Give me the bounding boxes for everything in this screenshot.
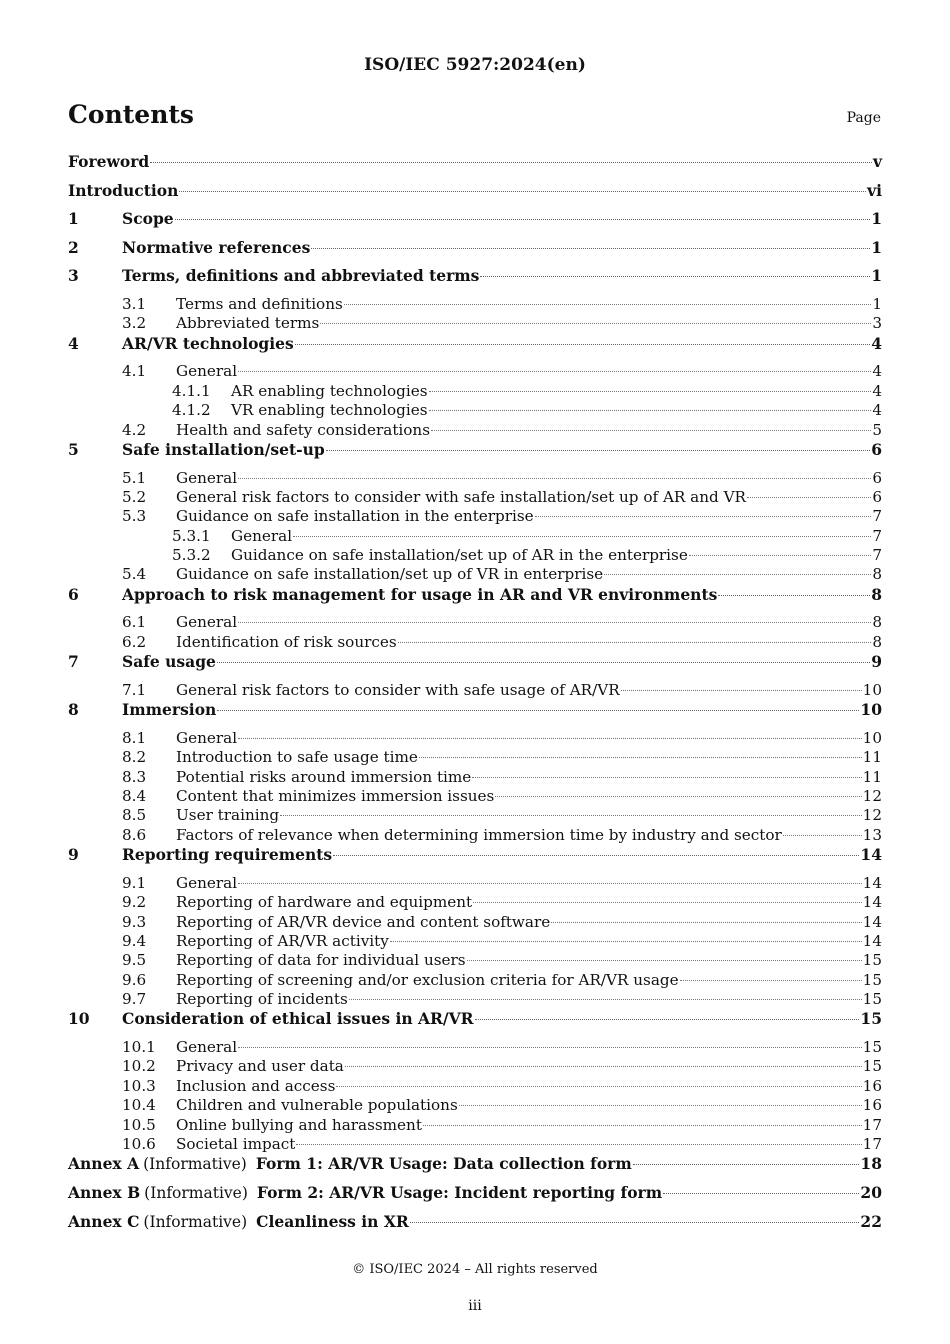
toc-section-number: 8.3: [122, 767, 147, 786]
toc-dot-leader: [295, 344, 870, 345]
toc-entry[interactable]: [68, 1212, 882, 1241]
toc-section-title: Approach to risk management for usage in AR and VR environments: [122, 584, 718, 604]
toc-dot-leader: [238, 622, 871, 623]
toc-section-number: 5.2: [122, 487, 147, 506]
contents-heading: Contents: [68, 100, 195, 129]
toc-section-number: 10.2: [122, 1057, 156, 1076]
toc-page-number: 15: [862, 990, 882, 1009]
toc-entry[interactable]: [68, 1057, 882, 1076]
toc-section-title: Children and vulnerable populations: [176, 1096, 458, 1115]
toc-page-number: 15: [862, 1038, 882, 1057]
toc-entry[interactable]: [68, 845, 882, 874]
toc-dot-leader: [296, 1144, 861, 1145]
toc-section-number: 3: [68, 266, 79, 286]
toc-entry[interactable]: [68, 565, 882, 584]
toc-entry[interactable]: [68, 729, 882, 748]
toc-section-number: 9.4: [122, 931, 147, 950]
toc-section-title: Cleanliness in XR: [256, 1211, 409, 1231]
toc-dot-leader: [480, 276, 870, 277]
toc-section-number: 8.5: [122, 806, 147, 825]
toc-section-number: 6.2: [122, 632, 147, 651]
toc-dot-leader: [663, 1193, 859, 1194]
toc-page-number: 15: [862, 1057, 882, 1076]
toc-page-number: 8: [871, 584, 882, 604]
toc-dot-leader: [604, 574, 871, 575]
toc-page-number: 11: [862, 767, 882, 786]
toc-dot-leader: [472, 777, 861, 778]
toc-section-title: Normative references: [122, 237, 311, 257]
toc-entry[interactable]: [68, 469, 882, 488]
toc-dot-leader: [495, 796, 861, 797]
toc-page-number: 4: [871, 333, 882, 353]
toc-annex-type: (Informative): [144, 1184, 248, 1202]
toc-dot-leader: [175, 219, 871, 220]
toc-dot-leader: [217, 662, 870, 663]
toc-entry[interactable]: [68, 1077, 882, 1096]
toc-entry[interactable]: [68, 768, 882, 787]
toc-page-number: 9: [871, 652, 882, 672]
table-of-contents: [68, 152, 882, 1240]
toc-annex-type: (Informative): [143, 1155, 247, 1174]
toc-page-number: 13: [862, 825, 882, 844]
toc-dot-leader: [179, 191, 866, 192]
toc-section-title: Reporting of AR/VR activity: [176, 931, 389, 950]
toc-page-number: 1: [871, 209, 882, 229]
toc-entry[interactable]: [68, 971, 882, 990]
toc-entry[interactable]: [68, 382, 882, 401]
toc-section-title: Safe usage: [122, 652, 216, 672]
toc-page-number: 14: [862, 873, 882, 892]
toc-page-number: 10: [862, 728, 882, 747]
toc-section-title: Foreword: [68, 152, 150, 171]
toc-section-title: Scope: [122, 209, 174, 229]
toc-page-number: 15: [862, 951, 882, 970]
toc-dot-leader: [280, 815, 862, 816]
toc-entry[interactable]: [68, 893, 882, 912]
toc-entry[interactable]: [68, 266, 882, 295]
toc-section-number: 8.2: [122, 748, 147, 767]
toc-section-title: Reporting of data for individual users: [176, 951, 466, 970]
toc-entry[interactable]: [68, 700, 882, 729]
toc-section-number: 9.2: [122, 893, 147, 912]
toc-section-title: Guidance on safe installation/set up of AR in the enterprise: [231, 546, 688, 565]
toc-section-number: 3.1: [122, 294, 147, 313]
toc-section-title: General: [176, 1038, 238, 1057]
toc-section-title: General risk factors to consider with safe installation/set up of AR and VR: [176, 487, 746, 506]
toc-page-number: 4: [872, 381, 882, 400]
toc-entry[interactable]: [68, 806, 882, 825]
toc-dot-leader: [217, 710, 859, 711]
toc-section-number: 7.1: [122, 680, 147, 699]
toc-section-title: Potential risks around immersion time: [176, 767, 472, 786]
toc-section-number: 5.4: [122, 565, 147, 584]
toc-section-number: 4: [68, 333, 79, 353]
toc-section-title: User training: [176, 806, 280, 825]
toc-section-title: Inclusion and access: [176, 1076, 336, 1095]
toc-section-title: Introduction to safe usage time: [176, 748, 418, 767]
toc-page-number: 12: [862, 786, 882, 805]
toc-dot-leader: [551, 922, 861, 923]
page-number: iii: [468, 1298, 482, 1314]
toc-dot-leader: [333, 855, 859, 856]
toc-section-title: AR enabling technologies: [231, 381, 428, 400]
toc-section-number: 9.5: [122, 951, 147, 970]
toc-dot-leader: [311, 248, 870, 249]
toc-section-title: Health and safety considerations: [176, 420, 430, 439]
toc-entry[interactable]: [68, 748, 882, 767]
toc-entry[interactable]: [68, 362, 882, 381]
toc-annex-label: Annex C: [68, 1211, 140, 1231]
toc-entry[interactable]: [68, 1038, 882, 1057]
toc-section-number: 10.1: [122, 1038, 156, 1057]
toc-dot-leader: [475, 1019, 860, 1020]
toc-page-number: 6: [872, 487, 882, 506]
toc-page-number: 17: [862, 1115, 882, 1134]
toc-page-number: 11: [862, 748, 882, 767]
toc-page-number: 1: [871, 266, 882, 286]
toc-entry[interactable]: [68, 826, 882, 845]
toc-section-number: 4.1: [122, 362, 147, 381]
toc-section-title: Form 2: AR/VR Usage: Incident reporting form: [256, 1183, 663, 1202]
toc-section-number: 4.2: [122, 420, 147, 439]
toc-section-title: General: [176, 468, 238, 487]
toc-dot-leader: [345, 1066, 862, 1067]
toc-dot-leader: [423, 1125, 862, 1126]
toc-section-number: 5.3: [122, 507, 147, 526]
toc-dot-leader: [326, 450, 871, 451]
toc-entry[interactable]: [68, 401, 882, 420]
toc-page-number: 8: [872, 632, 882, 651]
toc-section-title: Introduction: [68, 180, 179, 200]
page-column-label: Page: [846, 110, 881, 126]
toc-entry[interactable]: [68, 951, 882, 970]
toc-page-number: 14: [862, 912, 882, 931]
toc-section-title: Consideration of ethical issues in AR/VR: [122, 1009, 474, 1029]
toc-section-number: 10.5: [122, 1115, 156, 1134]
toc-page-number: 8: [872, 565, 882, 584]
toc-dot-leader: [621, 690, 862, 691]
toc-dot-leader: [336, 1086, 861, 1087]
toc-entry[interactable]: [68, 1096, 882, 1115]
toc-entry[interactable]: [68, 507, 882, 526]
toc-dot-leader: [390, 941, 862, 942]
toc-section-title: Reporting requirements: [122, 845, 333, 865]
toc-section-title: Terms, definitions and abbreviated terms: [122, 266, 480, 286]
toc-section-title: AR/VR technologies: [122, 333, 294, 353]
toc-section-number: 9: [68, 845, 79, 865]
toc-entry[interactable]: [68, 421, 882, 440]
toc-dot-leader: [150, 162, 872, 163]
toc-entry[interactable]: [68, 546, 882, 565]
toc-section-number: 6: [68, 584, 79, 604]
document-id: ISO/IEC 5927:2024(en): [364, 55, 586, 75]
toc-page-number: 14: [862, 893, 882, 912]
toc-dot-leader: [431, 430, 871, 431]
toc-entry[interactable]: [68, 913, 882, 932]
toc-annex-label: Annex B: [68, 1183, 141, 1202]
toc-page-number: 18: [860, 1154, 882, 1174]
toc-dot-leader: [459, 1105, 862, 1106]
toc-page-number: 10: [860, 700, 882, 720]
toc-section-number: 10.4: [122, 1096, 156, 1115]
toc-page-number: 14: [860, 845, 882, 865]
toc-section-number: 5.1: [122, 468, 147, 487]
toc-section-number: 9.6: [122, 970, 147, 989]
toc-dot-leader: [410, 1222, 860, 1223]
toc-section-title: Privacy and user data: [176, 1057, 344, 1076]
toc-page-number: vi: [867, 180, 882, 200]
toc-entry[interactable]: [68, 152, 882, 181]
toc-page-number: 15: [860, 1009, 882, 1029]
toc-dot-leader: [238, 883, 862, 884]
toc-entry[interactable]: [68, 209, 882, 238]
toc-page-number: 17: [862, 1135, 882, 1154]
toc-section-number: 3.2: [122, 314, 147, 333]
toc-entry[interactable]: [68, 295, 882, 314]
toc-dot-leader: [718, 595, 870, 596]
toc-page-number: 16: [862, 1076, 882, 1095]
toc-section-number: 4.1.1: [172, 381, 211, 400]
toc-section-title: VR enabling technologies: [231, 401, 428, 420]
toc-dot-leader: [398, 642, 872, 643]
toc-entry[interactable]: [68, 585, 882, 614]
toc-section-number: 10.3: [122, 1076, 156, 1095]
toc-section-title: Content that minimizes immersion issues: [176, 786, 495, 805]
toc-dot-leader: [633, 1164, 860, 1165]
toc-section-title: Guidance on safe installation in the enterprise: [176, 507, 534, 526]
toc-section-title: Reporting of incidents: [176, 990, 348, 1009]
toc-section-title: General risk factors to consider with safe usage of AR/VR: [176, 680, 620, 699]
toc-section-number: 8.4: [122, 786, 147, 805]
toc-section-title: General: [176, 728, 238, 747]
toc-entry[interactable]: [68, 314, 882, 333]
toc-section-title: Identification of risk sources: [176, 632, 397, 651]
toc-entry[interactable]: [68, 527, 882, 546]
toc-section-number: 8: [68, 700, 79, 720]
toc-dot-leader: [535, 516, 872, 517]
toc-dot-leader: [238, 738, 862, 739]
toc-dot-leader: [320, 323, 871, 324]
toc-dot-leader: [473, 902, 862, 903]
toc-section-number: 8.1: [122, 728, 147, 747]
toc-entry[interactable]: [68, 1116, 882, 1135]
toc-entry[interactable]: [68, 633, 882, 652]
toc-dot-leader: [293, 536, 871, 537]
toc-page-number: 10: [862, 680, 882, 699]
toc-section-title: Guidance on safe installation/set up of VR in enterprise: [176, 565, 604, 584]
toc-entry[interactable]: [68, 990, 882, 1009]
toc-entry[interactable]: [68, 1183, 882, 1212]
toc-dot-leader: [689, 555, 872, 556]
toc-entry[interactable]: [68, 787, 882, 806]
toc-page-number: 5: [872, 420, 882, 439]
toc-dot-leader: [349, 999, 862, 1000]
toc-section-number: 5: [68, 439, 79, 459]
toc-entry[interactable]: [68, 238, 882, 267]
toc-section-number: 6.1: [122, 613, 147, 632]
toc-page-number: 15: [862, 970, 882, 989]
toc-annex-type: (Informative): [143, 1212, 248, 1231]
toc-page-number: 22: [860, 1211, 882, 1231]
toc-section-number: 5.3.1: [172, 526, 211, 545]
toc-dot-leader: [238, 478, 871, 479]
toc-page-number: 20: [860, 1183, 882, 1202]
toc-section-title: Safe installation/set-up: [122, 439, 325, 459]
toc-entry[interactable]: [68, 613, 882, 632]
toc-section-number: 9.1: [122, 873, 147, 892]
toc-section-number: 5.3.2: [172, 546, 211, 565]
toc-entry[interactable]: [68, 1154, 882, 1183]
toc-section-title: Societal impact: [176, 1135, 296, 1154]
toc-page-number: 3: [872, 314, 882, 333]
toc-dot-leader: [419, 757, 862, 758]
toc-dot-leader: [680, 980, 862, 981]
toc-section-number: 8.6: [122, 825, 147, 844]
toc-section-number: 10.6: [122, 1135, 156, 1154]
toc-section-title: Form 1: AR/VR Usage: Data collection form: [255, 1154, 632, 1174]
toc-section-title: Reporting of hardware and equipment: [176, 893, 473, 912]
toc-page-number: 1: [872, 294, 882, 313]
toc-entry[interactable]: [68, 1135, 882, 1154]
toc-entry[interactable]: [68, 932, 882, 951]
toc-dot-leader: [467, 960, 862, 961]
toc-section-title: Immersion: [122, 700, 217, 720]
toc-page-number: 8: [872, 613, 882, 632]
toc-dot-leader: [238, 1047, 862, 1048]
toc-page-number: 6: [872, 468, 882, 487]
toc-entry[interactable]: [68, 1009, 882, 1038]
toc-entry[interactable]: [68, 334, 882, 363]
toc-dot-leader: [238, 371, 871, 372]
toc-dot-leader: [429, 410, 872, 411]
toc-annex-label: Annex A: [68, 1154, 140, 1174]
toc-dot-leader: [783, 835, 862, 836]
toc-section-number: 4.1.2: [172, 401, 211, 420]
toc-section-title: Terms and definitions: [176, 294, 343, 313]
toc-section-title: General: [176, 613, 238, 632]
toc-page-number: 7: [872, 526, 882, 545]
toc-dot-leader: [747, 497, 871, 498]
toc-entry[interactable]: [68, 181, 882, 210]
toc-section-title: General: [176, 873, 238, 892]
toc-section-number: 9.3: [122, 912, 147, 931]
toc-section-title: Reporting of AR/VR device and content software: [176, 912, 551, 931]
toc-entry[interactable]: [68, 440, 882, 469]
toc-entry[interactable]: [68, 874, 882, 893]
toc-page-number: 7: [872, 507, 882, 526]
toc-page-number: 7: [872, 546, 882, 565]
toc-section-title: Abbreviated terms: [176, 314, 320, 333]
toc-section-number: 7: [68, 652, 79, 672]
toc-page-number: 1: [871, 237, 882, 257]
copyright-notice: © ISO/IEC 2024 – All rights reserved: [352, 1262, 598, 1277]
toc-dot-leader: [344, 304, 872, 305]
toc-page-number: 4: [872, 362, 882, 381]
toc-page-number: 14: [862, 931, 882, 950]
toc-section-title: Reporting of screening and/or exclusion criteria for AR/VR usage: [176, 970, 679, 989]
toc-page-number: 12: [862, 806, 882, 825]
toc-section-title: General: [176, 362, 238, 381]
toc-entry[interactable]: [68, 652, 882, 681]
toc-section-number: 10: [68, 1009, 90, 1029]
toc-entry[interactable]: [68, 681, 882, 700]
toc-section-title: Factors of relevance when determining immersion time by industry and sector: [176, 825, 782, 844]
toc-section-title: Online bullying and harassment: [176, 1115, 422, 1134]
toc-section-number: 9.7: [122, 990, 147, 1009]
toc-entry[interactable]: [68, 488, 882, 507]
toc-page-number: v: [872, 152, 882, 171]
toc-section-number: 1: [68, 209, 79, 229]
toc-page-number: 4: [872, 401, 882, 420]
toc-section-number: 2: [68, 237, 79, 257]
toc-page-number: 6: [871, 439, 882, 459]
toc-section-title: General: [231, 526, 293, 545]
toc-dot-leader: [429, 391, 872, 392]
toc-page-number: 16: [862, 1096, 882, 1115]
